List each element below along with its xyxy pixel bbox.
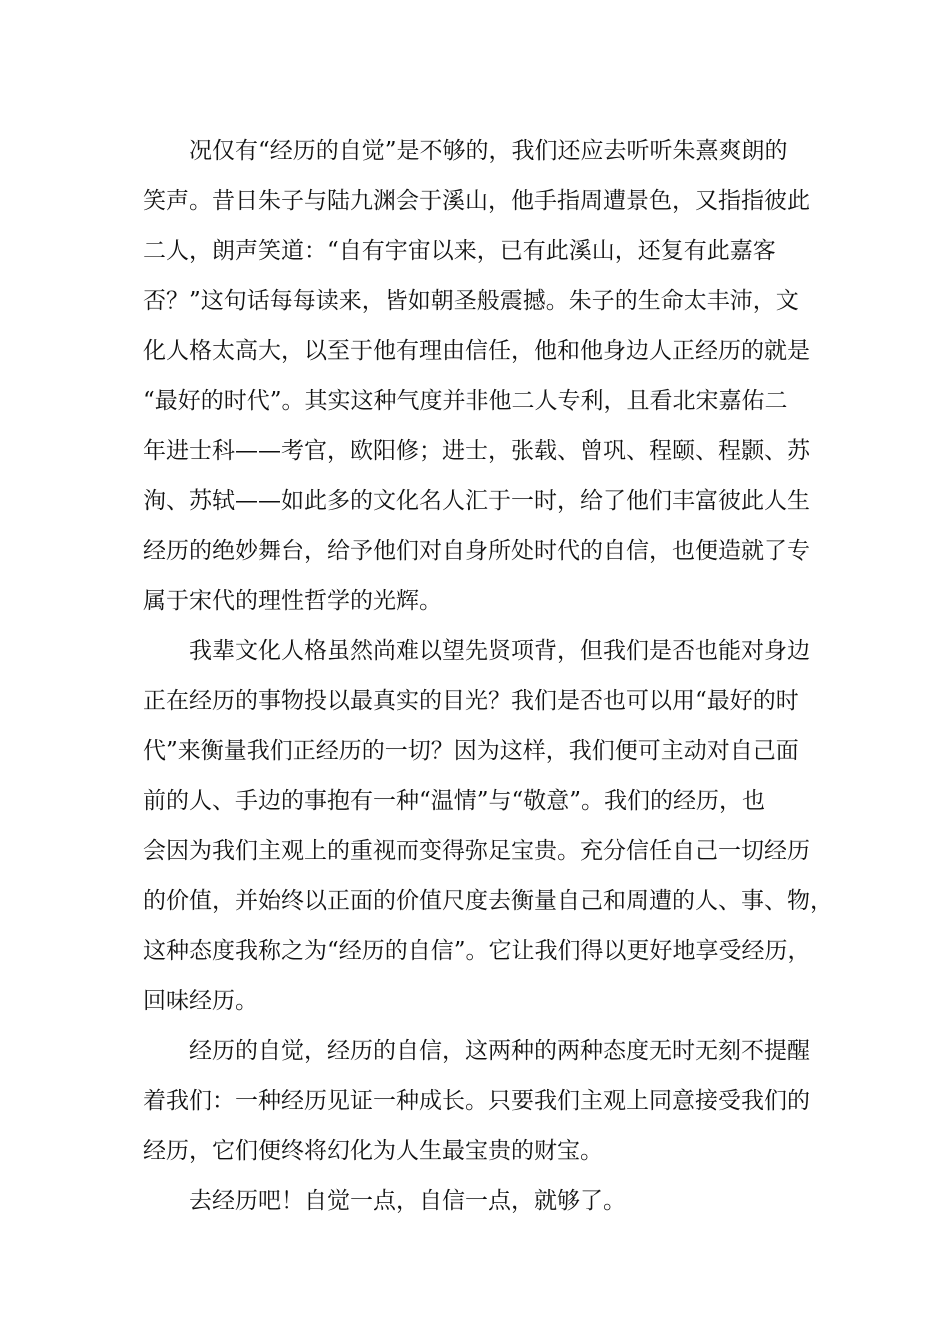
- paragraph-2: [143, 626, 833, 1026]
- document-body: [143, 126, 833, 1226]
- text-line: 回味经历。: [143, 988, 258, 1014]
- text-line: 的价值，并始终以正面的价值尺度去衡量自己和周遭的人、事、物，: [143, 888, 833, 914]
- text-line: 况仅有“经历的自觉”是不够的，我们还应去听听朱熹爽朗的: [189, 138, 788, 164]
- paragraph-3: [143, 1026, 823, 1176]
- text-line: 二人，朗声笑道：“自有宇宙以来，已有此溪山，还复有此嘉客: [143, 238, 776, 264]
- text-line: 否？”这句话每每读来，皆如朝圣般震撼。朱子的生命太丰沛，文: [143, 288, 799, 314]
- paragraph-1: [143, 126, 823, 626]
- paragraph-4: [143, 1176, 823, 1226]
- text-line: 我辈文化人格虽然尚难以望先贤项背，但我们是否也能对身边: [189, 638, 810, 664]
- text-line: 代”来衡量我们正经历的一切？因为这样，我们便可主动对自己面: [143, 738, 799, 764]
- text-line: 前的人、手边的事抱有一种“温情”与“敬意”。我们的经历，也: [143, 788, 766, 814]
- text-line: 正在经历的事物投以最真实的目光？我们是否也可以用“最好的时: [143, 688, 799, 714]
- text-line: 年进士科——考官，欧阳修；进士，张载、曾巩、程颐、程颢、苏: [143, 438, 810, 464]
- text-line: 着我们：一种经历见证一种成长。只要我们主观上同意接受我们的: [143, 1088, 810, 1114]
- text-line: 会因为我们主观上的重视而变得弥足宝贵。充分信任自己一切经历: [143, 838, 810, 864]
- text-line: 经历，它们便终将幻化为人生最宝贵的财宝。: [143, 1138, 603, 1164]
- text-line: 笑声。昔日朱子与陆九渊会于溪山，他手指周遭景色，又指指彼此: [143, 188, 810, 214]
- text-line: 去经历吧！自觉一点，自信一点，就够了。: [189, 1188, 626, 1214]
- text-line: 化人格太高大，以至于他有理由信任，他和他身边人正经历的就是: [143, 338, 810, 364]
- text-line: 洵、苏轼——如此多的文化名人汇于一时，给了他们丰富彼此人生: [143, 488, 810, 514]
- text-line: 经历的自觉，经历的自信，这两种的两种态度无时无刻不提醒: [189, 1038, 810, 1064]
- text-line: “最好的时代”。其实这种气度并非他二人专利，且看北宋嘉佑二: [143, 388, 788, 414]
- text-line: 这种态度我称之为“经历的自信”。它让我们得以更好地享受经历，: [143, 938, 811, 964]
- text-line: 属于宋代的理性哲学的光辉。: [143, 588, 442, 614]
- text-line: 经历的绝妙舞台，给予他们对自身所处时代的自信，也便造就了专: [143, 538, 810, 564]
